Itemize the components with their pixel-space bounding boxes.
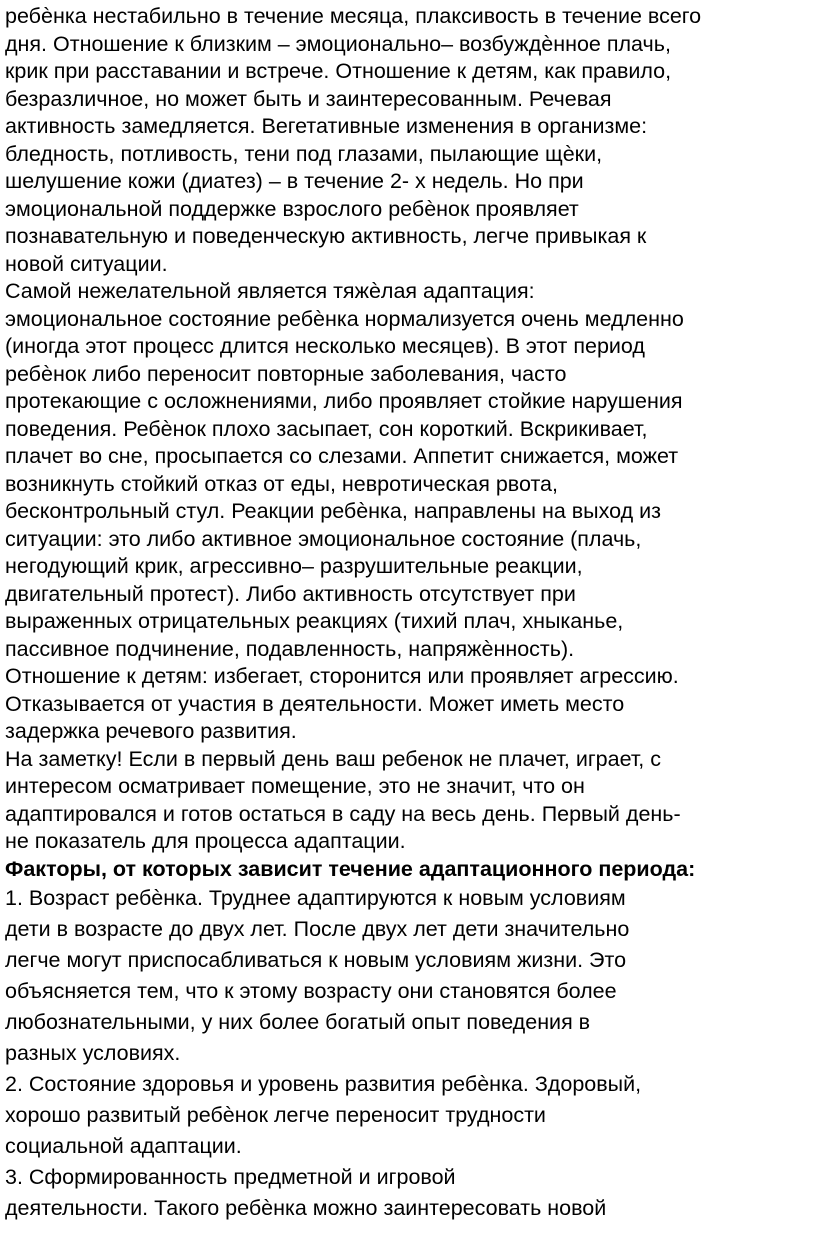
list-line: хорошо развитый ребѐнок легче переносит трудности	[5, 1103, 546, 1127]
text-line: протекающие с осложнениями, либо проявляет стойкие нарушения	[5, 389, 683, 413]
text-line: интересом осматривает помещение, это не значит, что он	[5, 774, 585, 798]
text-line: ребѐнка нестабильно в течение месяца, плаксивость в течение всего	[5, 4, 702, 28]
text-line: бледность, потливость, тени под глазами, пылающие щѐки,	[5, 141, 603, 166]
heading-text: Факторы, от которых зависит течение адаптационного периода:	[5, 856, 696, 881]
text-block	[5, 3, 811, 856]
text-line: шелушение кожи (диатез) – в течение 2- х недель. Но при	[5, 169, 584, 193]
list-line: разных условиях.	[5, 1041, 181, 1065]
text-line: задержка речевого развития.	[5, 719, 297, 743]
section-heading-block	[5, 856, 811, 884]
text-line: двигательный протест). Либо активность отсутствует при	[5, 581, 576, 606]
body-text-upper	[5, 3, 811, 856]
list-line: 2. Состояние здоровья и уровень развития ребѐнка. Здоровый,	[5, 1072, 642, 1096]
text-line: Отказывается от участия в деятельности. Может иметь место	[5, 691, 625, 716]
document-page	[5, 3, 811, 1224]
text-line: безразличное, но может быть и заинтересованным. Речевая	[5, 86, 612, 111]
text-line: адаптировался и готов остаться в саду на весь день. Первый день-	[5, 801, 681, 826]
text-line: На заметку! Если в первый день ваш ребенок не плачет, играет, с	[5, 746, 662, 771]
text-line: не показатель для процесса адаптации.	[5, 829, 406, 853]
text-line: Самой нежелательной является тяжѐлая адаптация:	[5, 279, 535, 303]
text-line: плачет во сне, просыпается со слезами. Аппетит снижается, может	[5, 444, 679, 468]
text-line: ситуации: это либо активное эмоциональное состояние (плачь,	[5, 526, 642, 551]
text-line: эмоциональное состояние ребѐнка нормализуется очень медленно	[5, 306, 684, 331]
text-line: пассивное подчинение, подавленность, напряжѐнность).	[5, 636, 575, 661]
text-line: выраженных отрицательных реакциях (тихий плач, хныканье,	[5, 609, 624, 633]
list-line: 3. Сформированность предметной и игровой	[5, 1165, 456, 1189]
text-line: возникнуть стойкий отказ от еды, невротическая рвота,	[5, 471, 558, 496]
text-line: познавательную и поведенческую активность, легче привыкая к	[5, 224, 647, 248]
list-line: дети в возрасте до двух лет. После двух лет дети значительно	[5, 917, 630, 941]
text-line: новой ситуации.	[5, 251, 168, 276]
list-line: деятельности. Такого ребѐнка можно заинтересовать новой	[5, 1196, 607, 1220]
text-line: (иногда этот процесс длится несколько месяцев). В этот период	[5, 334, 645, 358]
list-line: любознательными, у них более богатый опыт поведения в	[5, 1010, 591, 1034]
text-line: негодующий крик, агрессивно– разрушительные реакции,	[5, 554, 583, 578]
list-line: 1. Возраст ребѐнка. Труднее адаптируются к новым условиям	[5, 886, 626, 910]
factors-list	[5, 883, 811, 1224]
list-line: социальной адаптации.	[5, 1134, 242, 1158]
list-line: объясняется тем, что к этому возрасту они становятся более	[5, 979, 617, 1003]
text-line: поведения. Ребѐнок плохо засыпает, сон короткий. Вскрикивает,	[5, 416, 648, 441]
text-line: активность замедляется. Вегетативные изменения в организме:	[5, 114, 648, 138]
section-heading	[5, 856, 811, 884]
text-line: ребѐнок либо переносит повторные заболевания, часто	[5, 361, 567, 386]
text-line: эмоциональной поддержке взрослого ребѐнок проявляет	[5, 196, 579, 221]
text-line: дня. Отношение к близким – эмоционально– возбуждѐнное плачь,	[5, 31, 671, 56]
text-line: Отношение к детям: избегает, сторонится или проявляет агрессию.	[5, 664, 679, 688]
list-line: легче могут приспосабливаться к новым условиям жизни. Это	[5, 948, 627, 972]
list-block	[5, 883, 811, 1224]
text-line: крик при расставании и встрече. Отношение к детям, как правило,	[5, 59, 672, 83]
text-line: бесконтрольный стул. Реакции ребѐнка, направлены на выход из	[5, 499, 662, 523]
